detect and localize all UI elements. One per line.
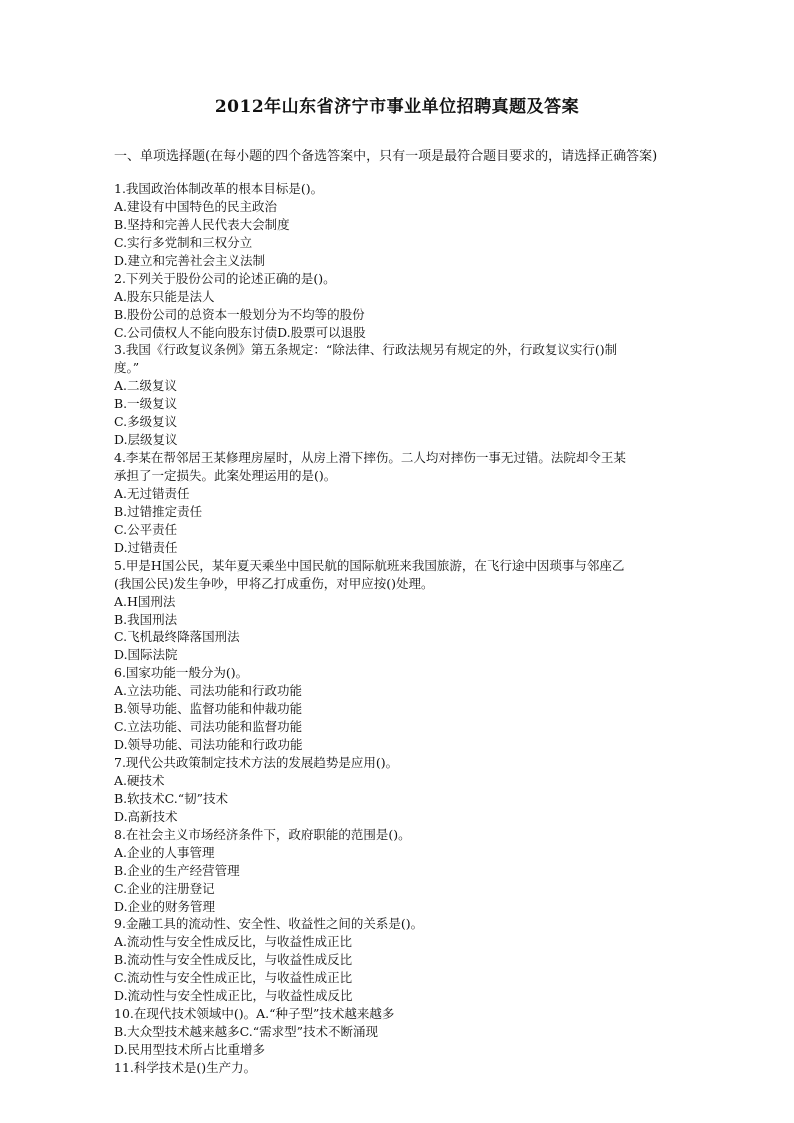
text-line: 9.金融工具的流动性、安全性、收益性之间的关系是()。 [114, 916, 424, 932]
text-line: 3.我国《行政复议条例》第五条规定：“除法律、行政法规另有规定的外，行政复议实行()制 [114, 342, 618, 358]
text-line: B.一级复议 [114, 396, 178, 412]
text-line: D.领导功能、司法功能和行政功能 [114, 737, 303, 753]
text-line: 10.在现代技术领域中()。A.“种子型”技术越来越多 [114, 1006, 395, 1022]
text-line: D.民用型技术所占比重增多 [114, 1042, 266, 1057]
text-line: (我国公民)发生争吵，甲将乙打成重伤，对甲应按()处理。 [114, 575, 434, 591]
text-line: A.企业的人事管理 [114, 844, 215, 860]
text-line: D.企业的财务管理 [114, 898, 216, 914]
text-line: D.国际法院 [114, 647, 178, 663]
text-line: B.流动性与安全性成反比，与收益性成反比 [114, 952, 353, 968]
text-line: C.立法功能、司法功能和监督功能 [114, 719, 303, 735]
text-line: C.流动性与安全性成正比，与收益性成正比 [114, 970, 353, 986]
text-line: B.我国刑法 [114, 611, 178, 627]
text-line: A.流动性与安全性成反比，与收益性成正比 [114, 934, 353, 950]
text-line: D.层级复议 [114, 432, 178, 448]
text-line: D.过错责任 [114, 539, 178, 555]
text-line: D.高新技术 [114, 808, 178, 824]
text-line: B.大众型技术越来越多C.“需求型”技术不断涌现 [114, 1024, 379, 1040]
text-line: 5.甲是H国公民，某年夏天乘坐中国民航的国际航班来我国旅游，在飞行途中因琐事与邻座乙 [114, 557, 625, 573]
text-line: 度。” [114, 360, 140, 376]
text-line: 4.李某在帮邻居王某修理房屋时，从房上滑下摔伤。二人均对摔伤一事无过错。法院却令王某 [114, 450, 626, 466]
text-line: C.多级复议 [114, 414, 178, 430]
text-line: D.流动性与安全性成正比，与收益性成反比 [114, 988, 353, 1004]
text-line: 承担了一定损失。此案处理运用的是()。 [114, 468, 337, 483]
text-line: C.公平责任 [114, 521, 178, 537]
text-line: D.建立和完善社会主义法制 [114, 252, 266, 268]
text-line: C.飞机最终降落国刑法 [114, 629, 240, 645]
text-line: C.企业的注册登记 [114, 880, 215, 896]
text-line: A.股东只能是法人 [114, 288, 215, 304]
section-heading: 一、单项选择题(在每小题的四个备选答案中，只有一项是最符合题目要求的，请选择正确答案) [114, 149, 658, 164]
text-line: 6.国家功能一般分为()。 [114, 665, 249, 681]
text-line: A.硬技术 [114, 772, 165, 788]
text-line: 7.现代公共政策制定技术方法的发展趋势是应用()。 [114, 755, 399, 770]
text-line: B.过错推定责任 [114, 503, 203, 519]
text-line: B.企业的生产经营管理 [114, 862, 240, 878]
text-line: 8.在社会主义市场经济条件下，政府职能的范围是()。 [114, 826, 411, 842]
text-line: 2.下列关于股份公司的论述正确的是()。 [114, 270, 336, 286]
text-line: C.公司债权人不能向股东讨债D.股票可以退股 [114, 324, 366, 340]
text-line: 1.我国政治体制改革的根本目标是()。 [114, 181, 324, 196]
text-line: A.立法功能、司法功能和行政功能 [114, 683, 303, 699]
text-line: B.股份公司的总资本一般划分为不均等的股份 [114, 306, 365, 322]
text-line: A.建设有中国特色的民主政治 [114, 198, 278, 214]
question-list [114, 180, 704, 1077]
text-line: C.实行多党制和三权分立 [114, 234, 253, 250]
text-line: A.H国刑法 [114, 593, 176, 609]
text-line: B.领导功能、监督功能和仲裁功能 [114, 701, 303, 717]
text-line: A.二级复议 [114, 378, 178, 394]
text-line: B.坚持和完善人民代表大会制度 [114, 216, 290, 232]
text-line: A.无过错责任 [114, 485, 190, 501]
document-title: 2012年山东省济宁市事业单位招聘真题及答案 [214, 97, 580, 117]
text-line: B.软技术C.“韧”技术 [114, 790, 229, 806]
text-line: 11.科学技术是()生产力。 [114, 1059, 257, 1075]
